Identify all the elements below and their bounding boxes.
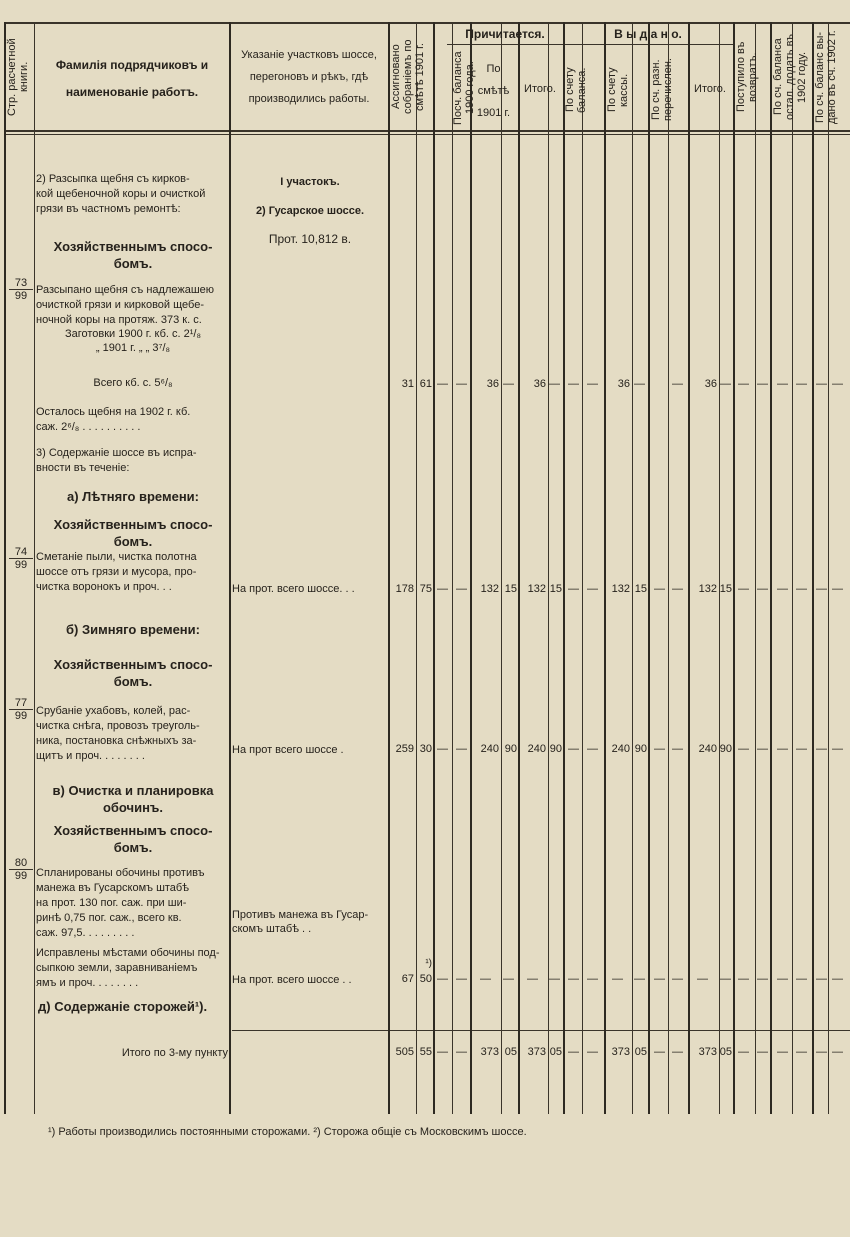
col-rule: [563, 22, 565, 1114]
dash: —: [437, 583, 448, 595]
amount-kopecks: 90: [719, 743, 732, 755]
header-cash-acc: По счету кассы.: [606, 67, 630, 113]
header-transfers: По сч. разн. перечислен.: [650, 58, 674, 122]
col-rule: [792, 22, 793, 1114]
amount-rubles: 67: [401, 973, 414, 985]
road-length: Прот. 10,812 в.: [268, 232, 352, 246]
dash: —: [777, 743, 788, 755]
method-heading: Хозяйственнымъ спосо- бомъ.: [53, 657, 213, 689]
dash: —: [816, 973, 827, 985]
amount-kopecks: 90: [634, 743, 647, 755]
dash: —: [654, 973, 665, 985]
dash: —: [816, 1046, 827, 1058]
dash: —: [587, 973, 598, 985]
amount-kopecks: 90: [504, 743, 517, 755]
dash: —: [777, 378, 788, 390]
dash: —: [816, 743, 827, 755]
dash: —: [816, 378, 827, 390]
section-2-description: 2) Разсыпка щебня съ кирков- кой щебеночной коры и очисткой грязи въ частномъ ремонтѣ:: [36, 173, 206, 215]
dash: —: [672, 743, 683, 755]
amount-rubles: 132: [527, 583, 546, 595]
amount-kopecks: 15: [719, 583, 732, 595]
dash: —: [757, 1046, 768, 1058]
header-issued-group: В ы д а н о.: [614, 27, 682, 41]
dash: —: [777, 973, 788, 985]
col-rule: [34, 22, 35, 1114]
dash: —: [654, 1046, 665, 1058]
col-rule: [719, 22, 720, 1114]
dash: —: [832, 1046, 843, 1058]
dash: —: [503, 378, 514, 390]
total-label: Итого по 3-му пункту: [121, 1047, 228, 1059]
dash: —: [720, 973, 731, 985]
dash: —: [437, 378, 448, 390]
section-3a-title: а) Лѣтняго времени:: [66, 489, 200, 504]
dash: —: [816, 583, 827, 595]
row-1-total-label: Всего кб. с. 5⁶/₈: [93, 377, 173, 389]
header-remaining-1902: По сч. баланса остал. додать въ 1902 году.: [772, 34, 808, 120]
amount-kopecks: 05: [719, 1046, 732, 1058]
section-3b-title: б) Зимняго времени:: [66, 622, 200, 637]
col-rule: [470, 22, 472, 1114]
header-page-ref: Стр. расчетной книги.: [6, 38, 30, 116]
row-3-description: Срубаніе ухабовъ, колей, рас- чистка снѣга, провозъ треуголь- ника, постановка снѣжныхъ за- щитъ и проч. . . . . . . .: [36, 705, 200, 762]
footnote-mark: ¹): [425, 958, 432, 969]
amount-kopecks: 15: [504, 583, 517, 595]
dash: —: [503, 973, 514, 985]
col-rule: [388, 22, 390, 1114]
dash: —: [549, 378, 560, 390]
col-rule: [828, 22, 829, 1114]
total-top-rule: [232, 1030, 850, 1031]
amount-kopecks: 30: [419, 743, 432, 755]
method-heading: Хозяйственнымъ спосо- бомъ.: [53, 823, 213, 855]
dash: —: [796, 973, 807, 985]
row-3-location: На прот всего шоссе .: [232, 744, 344, 756]
amount-rubles: 132: [611, 583, 630, 595]
dash: —: [654, 743, 665, 755]
row-1-stock-1900: Заготовки 1900 г. кб. с. 2¹/₈: [64, 328, 202, 340]
section-3-description: 3) Содержаніе шоссе въ испра- вности въ теченіе:: [36, 447, 197, 474]
dash: —: [437, 743, 448, 755]
dash: —: [777, 583, 788, 595]
header-assigned: Ассигновано собраніемъ по смѣтѣ 1901 г.: [390, 39, 426, 115]
dash: —: [832, 583, 843, 595]
dash: —: [738, 1046, 749, 1058]
row-1-stock-1901: „ 1901 г. „ „ 3⁷/₈: [95, 342, 171, 354]
dash: —: [672, 583, 683, 595]
row-5-description: Исправлены мѣстами обочины под- сыпкою земли, заравниваніемъ ямъ и проч. . . . . . . .: [36, 947, 220, 989]
header-due-group: Причитается.: [465, 27, 545, 41]
col-rule: [518, 22, 520, 1114]
dash: —: [757, 583, 768, 595]
section-3v-title: в) Очистка и планировка обочинъ.: [52, 783, 214, 815]
header-bottom-rule-2: [4, 134, 850, 135]
col-rule: [668, 22, 669, 1114]
amount-rubles: 505: [395, 1046, 414, 1058]
dash: —: [612, 973, 623, 985]
dash: —: [456, 583, 467, 595]
amount-rubles: 240: [698, 743, 717, 755]
section-title: I участокъ.: [280, 176, 340, 188]
dash: —: [654, 583, 665, 595]
col-rule: [688, 22, 690, 1114]
col-rule: [416, 22, 417, 1114]
dash: —: [587, 378, 598, 390]
dash: —: [456, 1046, 467, 1058]
amount-rubles: 240: [480, 743, 499, 755]
col-rule: [433, 22, 435, 1114]
method-heading: Хозяйственнымъ спосо- бомъ.: [53, 239, 213, 271]
row-5-location: На прот. всего шоссе . .: [232, 974, 352, 986]
dash: —: [456, 973, 467, 985]
header-name: Фамилія подрядчиковъ и наименованіе работъ.: [55, 58, 209, 99]
dash: —: [568, 973, 579, 985]
dash: —: [796, 1046, 807, 1058]
amount-rubles: 36: [486, 378, 499, 390]
dash: —: [738, 973, 749, 985]
row-1-remaining: Осталось щебня на 1902 г. кб. саж. 2⁶/₈ . . . . . . . . . .: [36, 406, 191, 433]
dash: —: [456, 378, 467, 390]
header-balance-acc: По счету баланса.: [564, 67, 588, 113]
col-rule: [733, 22, 735, 1114]
dash: —: [672, 1046, 683, 1058]
dash: —: [549, 973, 560, 985]
dash: —: [634, 378, 645, 390]
header-returned: Поступило въ возвратъ.: [735, 41, 759, 113]
dash: —: [527, 973, 538, 985]
dash: —: [480, 973, 491, 985]
amount-rubles: 373: [611, 1046, 630, 1058]
dash: —: [568, 378, 579, 390]
amount-kopecks: 05: [634, 1046, 647, 1058]
row-1-description: Разсыпано щебня съ надлежашею очисткой грязи и кирковой щебе- ночной коры на протяж. 373 к. с.: [36, 284, 215, 326]
amount-rubles: 132: [698, 583, 717, 595]
dash: —: [456, 743, 467, 755]
dash: —: [437, 973, 448, 985]
header-issued-1902: По сч. баланс вы-дано въ сч. 1902 г.: [814, 30, 838, 124]
col-rule: [604, 22, 606, 1114]
amount-kopecks: 15: [549, 583, 562, 595]
amount-kopecks: 05: [504, 1046, 517, 1058]
amount-rubles: 373: [480, 1046, 499, 1058]
dash: —: [568, 743, 579, 755]
amount-kopecks: 50: [419, 973, 432, 985]
header-location: Указаніе участковъ шоссе, перегоновъ и рѣкъ, гдѣ производились работы.: [241, 49, 377, 105]
dash: —: [697, 973, 708, 985]
dash: —: [757, 378, 768, 390]
page-ref: 77 99: [9, 697, 33, 722]
page-ref: 80 99: [9, 857, 33, 882]
dash: —: [587, 583, 598, 595]
dash: —: [672, 378, 683, 390]
dash: —: [720, 378, 731, 390]
dash: —: [437, 1046, 448, 1058]
header-bottom-rule: [4, 130, 850, 132]
page-ref: 74 99: [9, 546, 33, 571]
dash: —: [832, 743, 843, 755]
col-rule: [582, 22, 583, 1114]
col-rule: [548, 22, 549, 1114]
dash: —: [796, 743, 807, 755]
dash: —: [738, 583, 749, 595]
dash: —: [738, 378, 749, 390]
table-top-rule: [4, 22, 850, 24]
row-2-description: Сметаніе пыли, чистка полотна шоссе отъ грязи и мусора, про- чистка воронокъ и проч. . .: [36, 551, 197, 593]
amount-rubles: 373: [698, 1046, 717, 1058]
col-rule: [770, 22, 772, 1114]
amount-rubles: 36: [704, 378, 717, 390]
dash: —: [587, 743, 598, 755]
amount-kopecks: 15: [634, 583, 647, 595]
dash: —: [777, 1046, 788, 1058]
dash: —: [672, 973, 683, 985]
amount-kopecks: 75: [419, 583, 432, 595]
col-rule: [648, 22, 650, 1114]
amount-kopecks: 05: [549, 1046, 562, 1058]
dash: —: [568, 583, 579, 595]
amount-kopecks: 55: [419, 1046, 432, 1058]
header-balance-1900: Посч. баланса 1900 года.: [452, 51, 476, 125]
dash: —: [796, 583, 807, 595]
dash: —: [568, 1046, 579, 1058]
amount-kopecks: 90: [549, 743, 562, 755]
col-rule: [501, 22, 502, 1114]
col-rule: [452, 22, 453, 1114]
footnote: ¹) Работы производились постоянными сторожами. ²) Сторожа общіе съ Московскимъ шоссе.: [48, 1126, 527, 1138]
group-rule-due: [447, 44, 563, 45]
col-rule: [632, 22, 633, 1114]
header-issued-total: Итого.: [694, 83, 726, 95]
dash: —: [587, 1046, 598, 1058]
amount-rubles: 373: [527, 1046, 546, 1058]
row-4-location: Противъ манежа въ Гусар- скомъ штабѣ . .: [232, 909, 369, 935]
amount-rubles: 240: [527, 743, 546, 755]
amount-rubles: 240: [611, 743, 630, 755]
amount-rubles: 36: [533, 378, 546, 390]
method-heading: Хозяйственнымъ спосо- бомъ.: [53, 517, 213, 549]
dash: —: [757, 973, 768, 985]
dash: —: [634, 973, 645, 985]
amount-rubles: 31: [401, 378, 414, 390]
col-rule: [4, 22, 6, 1114]
row-4-description: Спланированы обочины противъ манежа въ Гусарскомъ штабѣ на прот. 130 пог. саж. при ши- ринѣ 0,75 пог. саж., всего кв. саж. 97,5. . . . . . . . .: [36, 867, 205, 939]
row-2-location: На прот. всего шоссе. . .: [232, 583, 355, 595]
amount-rubles: 132: [480, 583, 499, 595]
page-ref: 73 99: [9, 277, 33, 302]
dash: —: [757, 743, 768, 755]
road-title: 2) Гусарское шоссе.: [255, 205, 365, 217]
header-estimate-1901: По смѣтѣ 1901 г.: [476, 63, 511, 119]
section-3d-title: д) Содержаніе сторожей¹).: [38, 999, 208, 1014]
dash: —: [832, 378, 843, 390]
col-rule: [812, 22, 814, 1114]
dash: —: [738, 743, 749, 755]
amount-kopecks: 61: [419, 378, 432, 390]
dash: —: [832, 973, 843, 985]
dash: —: [796, 378, 807, 390]
amount-rubles: 259: [395, 743, 414, 755]
header-due-total: Итого.: [524, 83, 556, 95]
col-rule: [755, 22, 756, 1114]
amount-rubles: 178: [395, 583, 414, 595]
amount-rubles: 36: [617, 378, 630, 390]
